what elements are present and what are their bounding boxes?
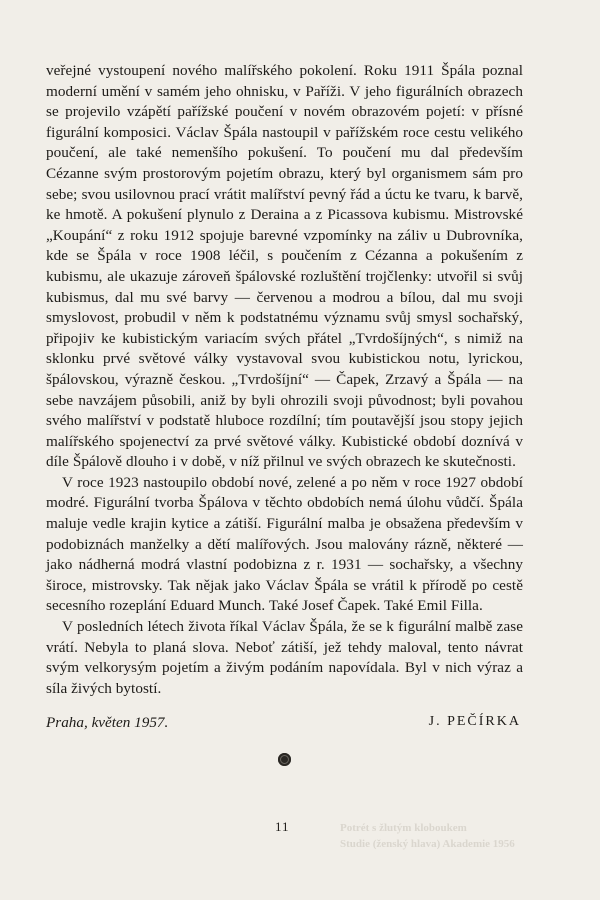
paragraph-2: V roce 1923 nastoupilo období nové, zelené a po něm v roce 1927 období modré. Figurální tvorba Špálova v těchto obdobích nemá úlohu vůdčí. Špála maluje vedle krajin kytice a zátiší. Figurální malba je obsažena především v podobiznách manželky a dětí malířových. Jsou malovány rázně, některé — jako nádherná modrá vlastní podobizna z r. 1931 — sochařsky, a všechny široce, mistrovsky. Tak nějak jako Václav Špála se vrátil k přírodě po cestě secesního rozeplání Eduard Munch. Také Josef Čapek. Také Emil Filla. bbox=[46, 473, 523, 615]
ornament-icon bbox=[278, 753, 291, 766]
bleed-through-caption bbox=[340, 820, 590, 852]
essay-text bbox=[46, 61, 523, 699]
page-number: 11 bbox=[275, 819, 290, 834]
author-name: J. PEČÍRKA bbox=[428, 714, 521, 729]
paragraph-1: veřejné vystoupení nového malířského pokolení. Roku 1911 Špála poznal moderní umění v samém jeho ohnisku, v Paříži. V jeho figurálních obrazech se projevilo vzápětí pařížské poučení v novém obrazovém pojetí: v přísné figurální komposici. Václav Špála nastoupil v pařížském roce cestu velikého poučení, ale také nemenšího pokušení. To poučení mu dal především Cézanne svým prostorovým pojetím obrazu, který byl organismem sám pro sebe; svou usilovnou prací vrátit malířství pevný řád a úctu ke tvaru, k barvě, ke hmotě. A pokušení plynulo z Deraina a z Picassova kubismu. Mistrovské „Koupání“ z roku 1912 spojuje barevné vzpomínky na záliv u Dubrovníka, kde se Špála v roce 1908 léčil, s poučením z Cézanna a pokušením z kubismu, ale ukazuje zároveň špálovské rozluštění trojčlenky: utvořil si svůj kubismus, dal mu své barvy — červenou a modrou a bílou, dal mu svoji smyslovost, probudil v něm k podstatnému významu svůj smysl sochařský, připojiv ke kubistickým variacím svých přátel „Tvrdošíjných“, s nimiž na sklonku prvé světové války vystavoval svou kubistickou notu, lyrickou, špálovskou, výrazně českou. „Tvrdošíjní“ — Čapek, Zrzavý a Špála — na sebe navzájem působili, aniž by byli ohrozili svoji původnost; byli povahou svého malířství v podstatě hluboce rozdílní; tím poutavější jsou stopy jejich malířského spojenectví za prvé světové války. Kubistické období doznívá v díle Špálově dlouho i v době, v níž přilnul ve svých obrazech ke skutečnosti. bbox=[46, 62, 523, 471]
bleed-line: Studie (ženský hlava) Akademie 1956 bbox=[340, 838, 515, 850]
bleed-line: Potrét s žlutým kloboukem bbox=[340, 822, 467, 834]
paragraph-3: V posledních létech života říkal Václav Špála, že se k figurální malbě zase vrátí. Nebyla to planá slova. Neboť zátiší, jež tehdy maloval, tento návrat svým velkorysým pojetím a živým podáním napovídala. Byl v nich výraz a síla živých bytostí. bbox=[46, 618, 523, 697]
place-date: Praha, květen 1957. bbox=[46, 714, 169, 731]
